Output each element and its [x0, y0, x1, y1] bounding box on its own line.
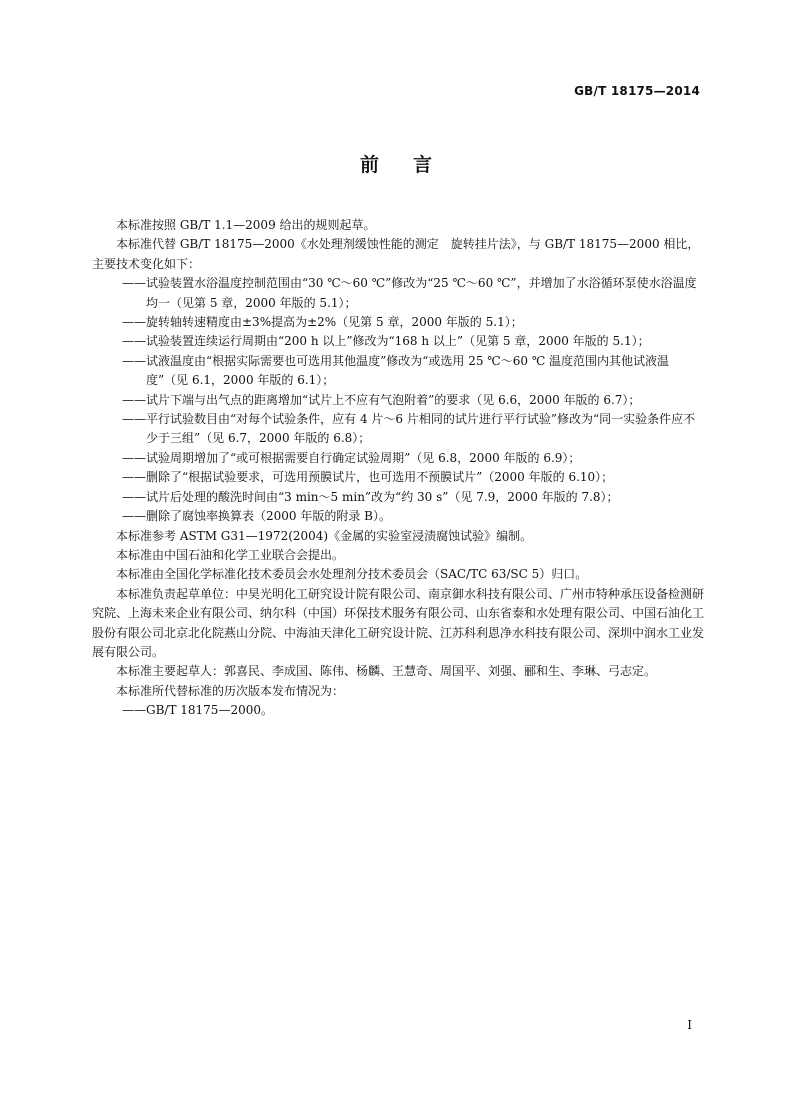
change-item: ——删除了腐蚀率换算表（2000 年版的附录 B）。 — [122, 509, 391, 524]
change-item: ——试验装置水浴温度控制范围由“30 ℃～60 ℃”修改为“25 ℃～60 ℃”，并增加了水浴循环泵使水浴温度均一（见第 5 章，2000 年版的 5.1）； — [122, 276, 697, 310]
page-number: I — [687, 1018, 692, 1032]
change-item: ——试验周期增加了“或可根据需要自行确定试验周期”（见 6.8，2000 年版的 6.9）； — [122, 450, 581, 465]
paragraph: 本标准按照 GB/T 1.1—2009 给出的规则起草。 — [116, 218, 376, 232]
paragraph: 本标准负责起草单位：中昊光明化工研究设计院有限公司、南京御水科技有限公司、广州市特种承压设备检测研究院、上海未来企业有限公司、纳尔科（中国）环保技术服务有限公司、山东省泰和水处理有限公司、中国石油化工股份有限公司北京北化院燕山分院、中海油天津化工研究设计院、江苏科利恩净水科技有限公司、深圳中润水工业发展有限公司。 — [92, 586, 705, 659]
paragraph: 本标准参考 ASTM G31—1972(2004)《金属的实验室浸渍腐蚀试验》编制。 — [116, 528, 533, 543]
standard-number: GB/T 18175—2014 — [574, 84, 700, 98]
paragraph: 本标准所代替标准的历次版本发布情况为： — [116, 683, 345, 698]
history-item: ——GB/T 18175—2000。 — [122, 703, 273, 718]
change-item: ——试验装置连续运行周期由“200 h 以上”修改为“168 h 以上”（见第 5 章，2000 年版的 5.1）； — [122, 334, 650, 349]
paragraph: 本标准主要起草人：郭喜民、李成国、陈伟、杨麟、王慧奇、周国平、刘强、郦和生、李琳、弓志定。 — [116, 664, 657, 679]
document-body — [92, 216, 706, 721]
change-item: ——删除了“根据试验要求，可选用预膜试片，也可选用不预膜试片”（2000 年版的 6.10）； — [122, 470, 614, 485]
change-item: ——试液温度由“根据实际需要也可选用其他温度”修改为“或选用 25 ℃～60 ℃ 温度范围内其他试液温度”（见 6.1，2000 年版的 6.1）； — [122, 353, 670, 388]
change-item: ——平行试验数目由“对每个试验条件，应有 4 片～6 片相同的试片进行平行试验”修改为“同一实验条件应不少于三组”（见 6.7，2000 年版的 6.8）； — [122, 412, 696, 446]
change-item: ——旋转轴转速精度由±3%提高为±2%（见第 5 章，2000 年版的 5.1）； — [122, 315, 523, 330]
change-item: ——试片后处理的酸洗时间由“3 min～5 min”改为“约 30 s”（见 7.9，2000 年版的 7.8）； — [122, 489, 619, 504]
paragraph: 本标准代替 GB/T 18175—2000《水处理剂缓蚀性能的测定 旋转挂片法》，与 GB/T 18175—2000 相比，主要技术变化如下： — [92, 237, 700, 271]
change-item: ——试片下端与出气点的距离增加“试片上不应有气泡附着”的要求（见 6.6，2000 年版的 6.7）； — [122, 392, 641, 407]
paragraph: 本标准由中国石油和化学工业联合会提出。 — [116, 547, 345, 562]
paragraph: 本标准由全国化学标准化技术委员会水处理剂分技术委员会（SAC/TC 63/SC 5）归口。 — [116, 567, 588, 582]
page-title: 前言 — [359, 154, 466, 176]
